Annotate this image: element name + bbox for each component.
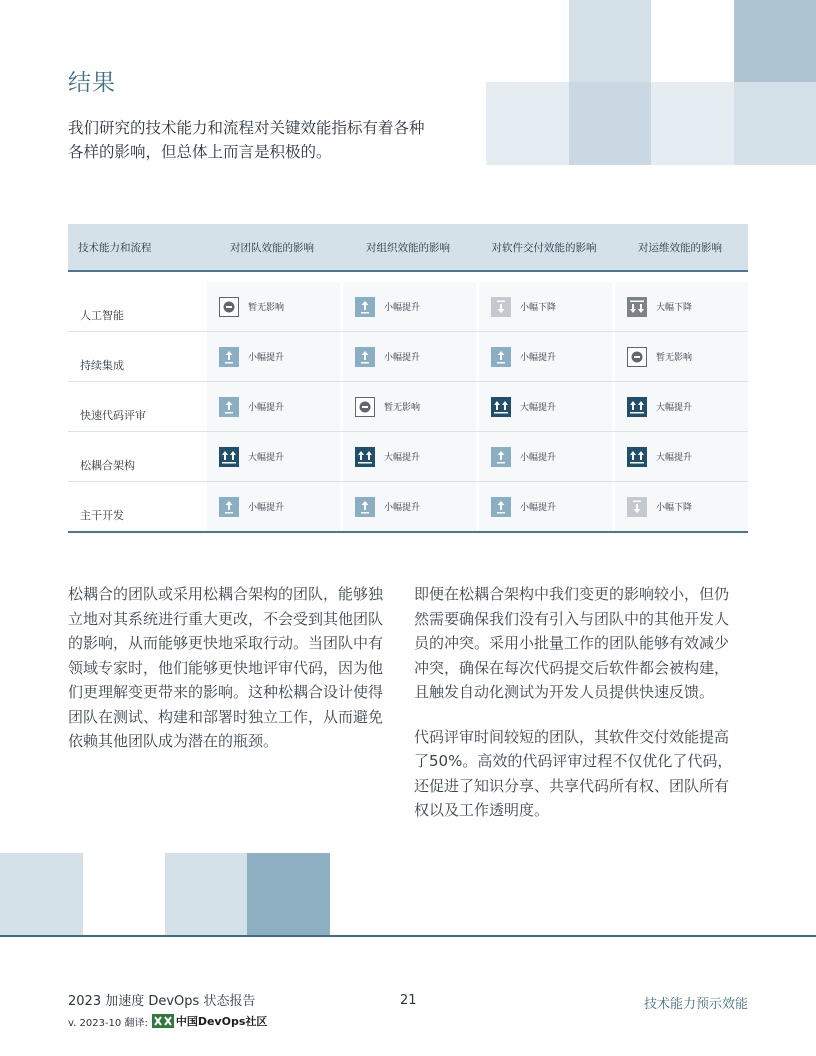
double-arrow-up-icon [491,397,511,417]
impact-cell [340,382,476,431]
impact-label: 大幅提升 [656,453,693,463]
arrow-up-icon [491,347,511,367]
row-label: 人工智能 [80,309,124,322]
double-arrow-down-icon [627,297,647,317]
table-body [68,282,748,533]
body-paragraph: 即便在松耦合架构中我们变更的影响较小，但仍然需要确保我们没有引入与团队中的其他开发人员的冲突。采用小批量工作的团队能够有效减少冲突，确保在每次代码提交后软件都会被构建，且触发自动化测试为开发人员提供快速反馈。 [414,585,730,701]
arrow-up-icon [219,347,239,367]
deco-block-top-4 [569,82,651,165]
impact-cell [340,332,476,381]
table-row [68,432,748,482]
header-delivery: 对软件交付效能的影响 [491,241,597,254]
row-label: 快速代码评审 [80,409,146,422]
deco-block-top-5 [651,82,734,165]
deco-block-bottom-1 [0,853,83,935]
impact-label: 小幅提升 [384,503,421,513]
impact-label: 小幅提升 [520,503,557,513]
devops-logo-text: 中国DevOps社区 [175,1015,268,1028]
footer-version [68,1013,267,1029]
impact-cell [204,282,340,331]
header-ops: 对运维效能的影响 [638,241,722,254]
arrow-up-icon [355,347,375,367]
impact-cell [612,432,748,481]
impact-label: 小幅提升 [248,403,285,413]
impact-cell [612,382,748,431]
impact-cell [204,482,340,531]
double-arrow-up-icon [627,447,647,467]
arrow-up-icon [355,497,375,517]
double-arrow-up-icon [355,447,375,467]
impact-cell [612,482,748,531]
impact-label: 小幅提升 [248,353,285,363]
body-column-right [414,582,736,843]
no-impact-icon [219,297,239,317]
table-row [68,332,748,382]
no-impact-icon [355,397,375,417]
impact-cell [340,482,476,531]
deco-block-top-6 [734,82,816,165]
impact-label: 小幅提升 [520,353,557,363]
row-label: 持续集成 [80,359,124,372]
impact-cell [612,332,748,381]
devops-logo-icon [152,1014,174,1028]
impact-cell [204,432,340,481]
arrow-up-icon [491,497,511,517]
arrow-up-icon [355,297,375,317]
footer-report-title: 2023 加速度 DevOps 状态报告 [68,994,256,1009]
impact-cell [476,382,612,431]
impact-label: 大幅提升 [656,403,693,413]
impact-table [68,224,748,533]
impact-label: 大幅提升 [248,453,285,463]
table-row [68,482,748,533]
arrow-up-icon [219,397,239,417]
impact-label: 小幅下降 [656,503,693,513]
intro-text: 我们研究的技术能力和流程对关键效能指标有着各种各样的影响，但总体上而言是积极的。 [68,119,425,161]
impact-cell [204,382,340,431]
no-impact-icon [627,347,647,367]
row-label: 松耦合架构 [80,459,135,472]
impact-label: 大幅下降 [656,303,693,313]
arrow-up-icon [219,497,239,517]
impact-label: 小幅下降 [520,303,557,313]
footer-divider [0,935,816,937]
deco-block-top-1 [569,0,651,82]
devops-community-logo [152,1013,268,1029]
impact-label: 小幅提升 [520,453,557,463]
table-header [68,224,748,272]
deco-block-top-3 [486,82,569,165]
impact-cell [612,282,748,331]
deco-block-bottom-3 [247,853,330,935]
arrow-down-icon [491,297,511,317]
deco-block-top-2 [734,0,816,82]
double-arrow-up-icon [627,397,647,417]
impact-cell [476,282,612,331]
body-paragraph: 代码评审时间较短的团队，其软件交付效能提高了50%。高效的代码评审过程不仅优化了代码，还促进了知识分享、共享代码所有权、团队所有权以及工作透明度。 [414,727,733,819]
header-org: 对组织效能的影响 [366,241,450,254]
table-row [68,282,748,332]
impact-cell [204,332,340,381]
impact-label: 大幅提升 [384,453,421,463]
impact-label: 暂无影响 [656,353,693,363]
impact-label: 小幅提升 [384,303,421,313]
impact-label: 暂无影响 [384,403,421,413]
impact-label: 小幅提升 [248,503,285,513]
impact-cell [476,482,612,531]
body-paragraph: 松耦合的团队或采用松耦合架构的团队，能够独立地对其系统进行重大更改，不会受到其他团队的影响，从而能够更快地采取行动。当团队中有领域专家时，他们能够更快地评审代码，因为他们更理解变更带来的影响。这种松耦合设计使得团队在测试、构建和部署时独立工作，从而避免依赖其他团队成为潜在的瓶颈。 [68,585,384,750]
header-team: 对团队效能的影响 [230,241,314,254]
impact-label: 小幅提升 [384,353,421,363]
row-label: 主干开发 [80,509,124,522]
table-row [68,382,748,432]
impact-cell [340,432,476,481]
footer-section-title: 技术能力预示效能 [643,997,748,1012]
impact-cell [476,432,612,481]
impact-label: 大幅提升 [520,403,557,413]
arrow-up-icon [491,447,511,467]
impact-label: 暂无影响 [248,303,285,313]
deco-block-bottom-2 [165,853,247,935]
impact-cell [476,332,612,381]
header-capability: 技术能力和流程 [78,241,152,254]
footer-page-number: 21 [400,993,417,1008]
arrow-down-icon [627,497,647,517]
body-column-left [68,582,390,774]
page-title: 结果 [68,70,116,96]
footer-version-text: v. 2023-10 翻译: [68,1017,148,1029]
double-arrow-up-icon [219,447,239,467]
impact-cell [340,282,476,331]
